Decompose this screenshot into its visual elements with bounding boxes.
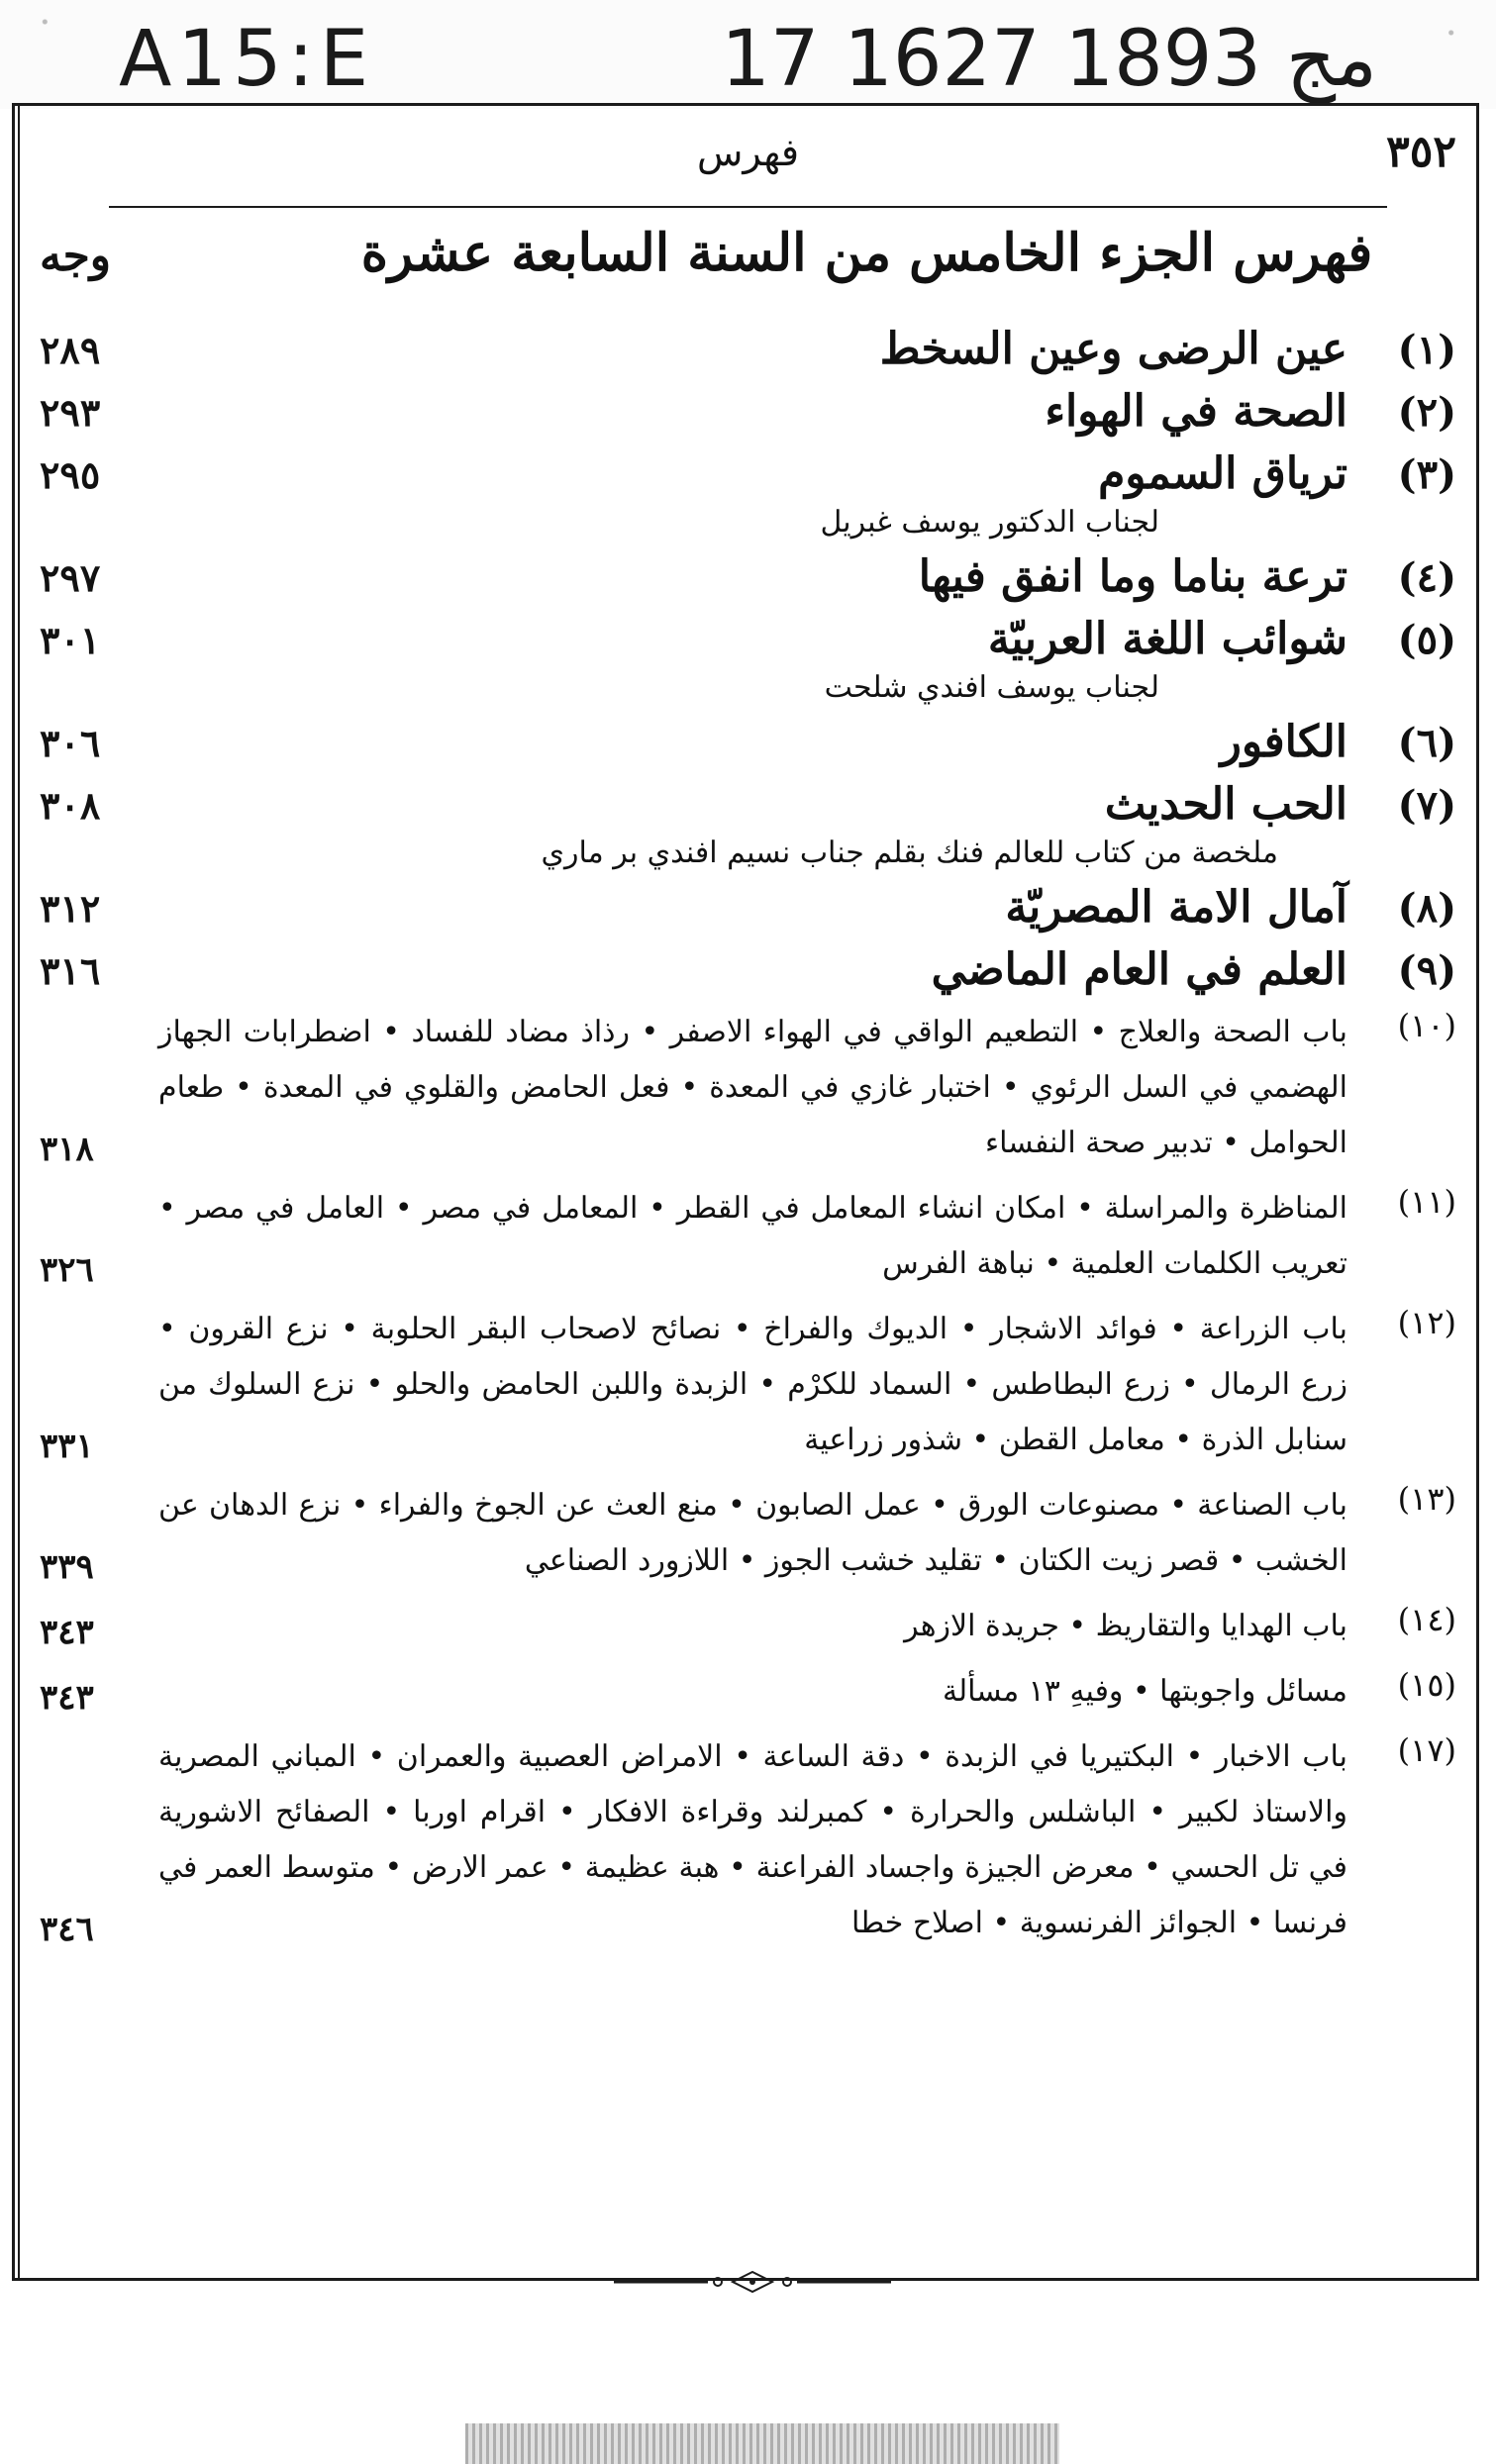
entry-page: ٢٩٥ — [40, 452, 101, 497]
entry-number: (٨) — [1397, 885, 1456, 932]
toc-entry — [40, 324, 1456, 374]
toc-section — [40, 1005, 1456, 1171]
toc-heading — [40, 223, 1456, 312]
archive-stamp-right: 17 مج 1893 1627 — [721, 15, 1377, 104]
end-ornament — [614, 2267, 891, 2297]
entry-title: الحب الحديث — [1104, 779, 1347, 830]
entry-number: (٢) — [1397, 389, 1456, 436]
entry-page: ٢٩٣ — [40, 390, 101, 435]
archive-stamp-left: A15:E — [119, 15, 375, 104]
toc-entry — [40, 448, 1456, 499]
entry-title: العلم في العام الماضي — [931, 944, 1347, 995]
table-of-contents — [40, 223, 1456, 1951]
entry-number: (٩) — [1397, 947, 1456, 994]
section-number: (١٧) — [1397, 1731, 1456, 1769]
entry-number: (٤) — [1397, 554, 1456, 601]
entry-title: الكافور — [1220, 717, 1347, 767]
toc-section — [40, 1599, 1456, 1654]
section-number: (١٤) — [1397, 1601, 1456, 1638]
scan-edge-fragment — [465, 2423, 1059, 2464]
entry-byline: لجناب يوسف افندي شلحت — [824, 670, 1159, 705]
toc-section — [40, 1729, 1456, 1951]
running-head: فهرس — [696, 131, 800, 174]
toc-section — [40, 1302, 1456, 1468]
section-page: ٣١٨ — [40, 1130, 94, 1169]
entry-byline: لجناب الدكتور يوسف غبريل — [820, 505, 1159, 540]
section-page: ٣٤٣ — [40, 1613, 94, 1652]
section-page: ٣٤٣ — [40, 1678, 94, 1718]
section-page: ٣٢٦ — [40, 1250, 94, 1290]
page-number: ٣٥٢ — [1386, 127, 1456, 177]
entry-page: ٣٠٦ — [40, 721, 101, 765]
entry-number: (٦) — [1397, 720, 1456, 766]
section-text: باب الاخبار • البكتيريا في الزبدة • دقة الساعة • الامراض العصبية والعمران • المباني المصرية والاستاذ لكبير • الباشلس والحرارة • كمبرلند وقراءة الافكار • اقرام اوربا • الصفائح الاشورية في تل الحسي • معرض الجيزة واجساد الفراعنة • هبة عظيمة • عمر الارض • متوسط العمر في فرنسا • الجوائز الفرنسوية • اصلاح خطا — [158, 1739, 1347, 1940]
entry-title: آمال الامة المصريّة — [1005, 882, 1347, 933]
section-number: (١٥) — [1397, 1666, 1456, 1704]
section-text: باب الهدايا والتقاريظ • جريدة الازهر — [904, 1609, 1347, 1643]
toc-entry — [40, 386, 1456, 437]
toc-section — [40, 1478, 1456, 1589]
section-page: ٣٣٩ — [40, 1547, 94, 1587]
entry-title: عين الرضى وعين السخط — [879, 324, 1347, 374]
section-text: باب الصحة والعلاج • التطعيم الواقي في الهواء الاصفر • رذاذ مضاد للفساد • اضطرابات الجهاز الهضمي في السل الرئوي • اختبار غازي في المعدة • فعل الحامض والقلوي في المعدة • طعام الحوامل • تدبير صحة النفساء — [158, 1015, 1347, 1160]
entry-title: ترياق السموم — [1098, 448, 1347, 499]
entry-number: (١) — [1397, 327, 1456, 373]
entry-title: الصحة في الهواء — [1045, 386, 1347, 437]
header-rule — [109, 206, 1387, 208]
toc-entry — [40, 882, 1456, 933]
entry-page: ٣١٦ — [40, 948, 101, 993]
section-page: ٣٤٦ — [40, 1910, 94, 1949]
toc-entry — [40, 779, 1456, 830]
toc-section — [40, 1181, 1456, 1292]
toc-title: فهرس الجزء الخامس من السنة السابعة عشرة — [360, 223, 1373, 283]
section-page: ٣٣١ — [40, 1427, 94, 1466]
section-number: (١٠) — [1397, 1007, 1456, 1044]
section-text: المناظرة والمراسلة • امكان انشاء المعامل في القطر • المعامل في مصر • العامل في مصر • تعريب الكلمات العلمية • نباهة الفرس — [158, 1191, 1347, 1281]
entry-page: ٢٩٧ — [40, 555, 101, 600]
section-text: باب الزراعة • فوائد الاشجار • الديوك والفراخ • نصائح لاصحاب البقر الحلوبة • نزع القرون • زرع الرمال • زرع البطاطس • السماد للكرْم • الزبدة واللبن الحامض والحلو • نزع السلوك من سنابل الذرة • معامل القطن • شذور زراعية — [158, 1312, 1347, 1457]
page-header — [40, 119, 1456, 208]
entry-title: ترعة بناما وما انفق فيها — [918, 551, 1347, 602]
section-number: (١١) — [1397, 1183, 1456, 1221]
entry-title: شوائب اللغة العربيّة — [987, 614, 1347, 664]
entry-page: ٣٠٨ — [40, 783, 101, 828]
toc-entry — [40, 717, 1456, 767]
entry-byline: ملخصة من كتاب للعالم فنك بقلم جناب نسيم افندي بر ماري — [541, 836, 1278, 870]
page-column-label: وجه — [40, 231, 112, 281]
toc-entry — [40, 614, 1456, 664]
entry-page: ٣١٢ — [40, 886, 101, 931]
section-text: باب الصناعة • مصنوعات الورق • عمل الصابون • منع العث عن الجوخ والفراء • نزع الدهان عن الخشب • قصر زيت الكتان • تقليد خشب الجوز • اللازورد الصناعي — [158, 1488, 1347, 1578]
toc-entry — [40, 551, 1456, 602]
section-text: مسائل واجوبتها • وفيهِ ١٣ مسألة — [942, 1674, 1347, 1709]
toc-entry — [40, 944, 1456, 995]
entry-number: (٧) — [1397, 782, 1456, 829]
entry-page: ٢٨٩ — [40, 328, 101, 372]
toc-section — [40, 1664, 1456, 1720]
entry-number: (٣) — [1397, 451, 1456, 498]
section-number: (١٣) — [1397, 1480, 1456, 1518]
section-number: (١٢) — [1397, 1304, 1456, 1341]
entry-number: (٥) — [1397, 617, 1456, 663]
entry-page: ٣٠١ — [40, 618, 101, 662]
